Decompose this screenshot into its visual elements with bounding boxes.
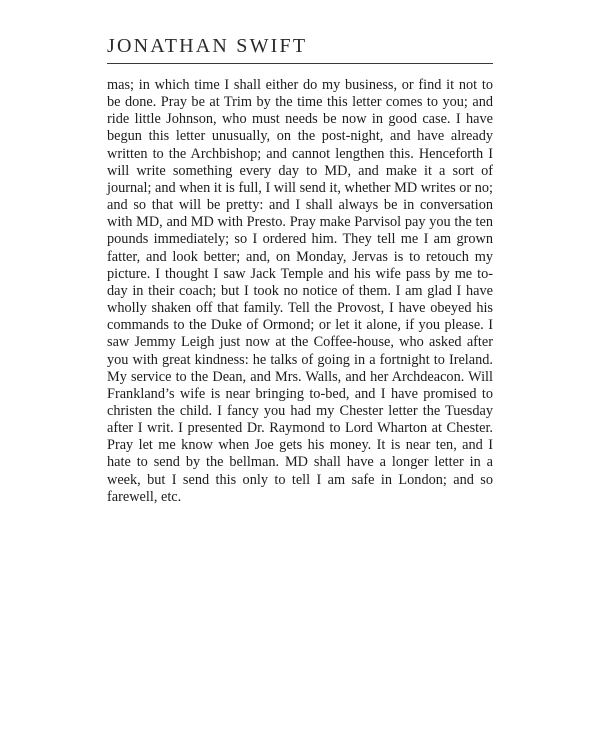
body-paragraph: mas; in which time I shall either do my business, or find it not to be done. Pray be at Trim by the time this letter comes to you; and ride little Johnson, who must needs be now in good case. I have begun this letter unusually, on the post-night, and have already written to the Archbishop; and cannot lengthen this. Henceforth I will write something every day to MD, and make it a sort of journal; and when it is full, I will send it, whether MD writes or no; and so that will be pretty: and I shall always be in conversation with MD, and MD with Presto. Pray make Parvisol pay you the ten pounds immediately; so I ordered him. They tell me I am grown fatter, and look better; and, on Monday, Jervas is to retouch my picture. I thought I saw Jack Temple and his wife pass by me to-day in their coach; but I took no notice of them. I am glad I have wholly shaken off that family. Tell the Provost, I have obeyed his commands to the Duke of Ormond; or let it alone, if you please. I saw Jemmy Leigh just now at the Coffee-house, who asked after you with great kindness: he talks of going in a fortnight to Ireland. My service to the Dean, and Mrs. Walls, and her Archdeacon. Will Frankland’s wife is near bringing to-bed, and I have promised to christen the child. I fancy you had my Chester letter the Tuesday after I writ. I presented Dr. Raymond to Lord Wharton at Chester. Pray let me know when Joe gets his money. It is near ten, and I hate to send by the bellman. MD shall have a longer letter in a week, but I send this only to tell I am safe in London; and so farewell, etc.	[107, 77, 493, 505]
book-page	[107, 0, 494, 750]
running-head: JONATHAN SWIFT	[107, 34, 493, 64]
